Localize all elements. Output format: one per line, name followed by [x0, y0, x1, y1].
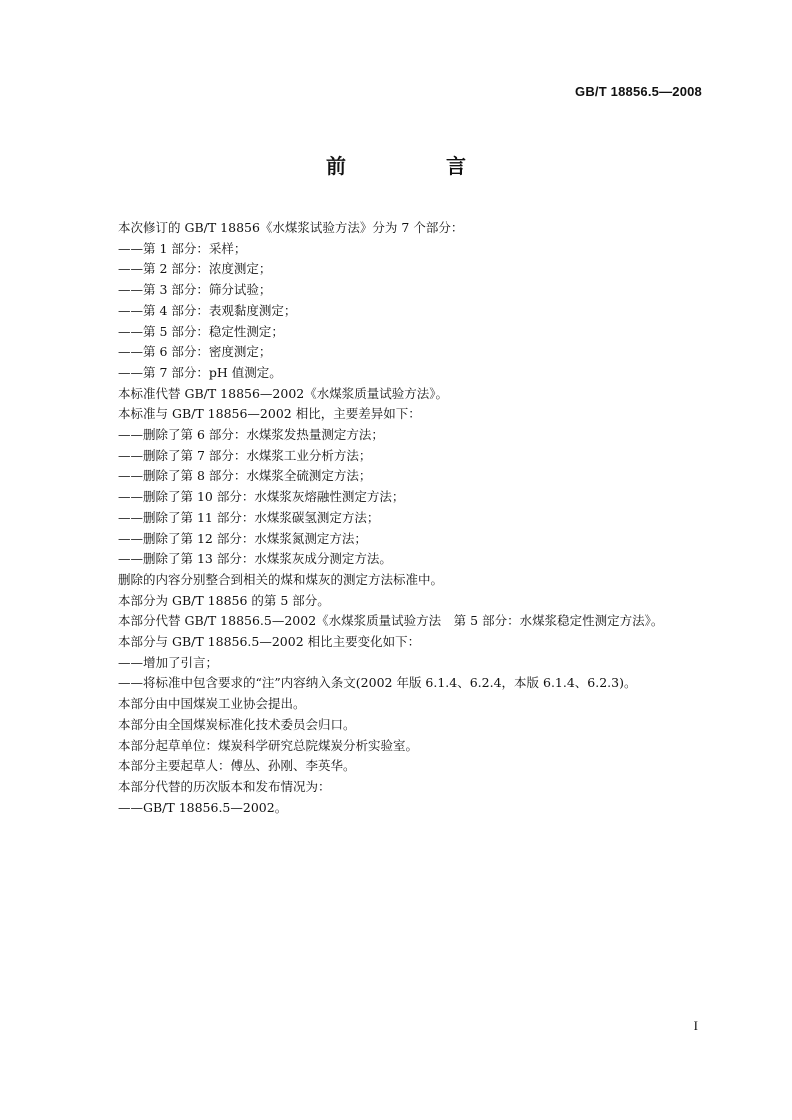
paragraph-line: 本部分由全国煤炭标准化技术委员会归口。	[118, 716, 356, 732]
list-item: ——第 3 部分：筛分试验；	[118, 282, 272, 298]
list-item: ——删除了第 7 部分：水煤浆工业分析方法；	[118, 447, 372, 463]
list-item: ——GB/T 18856.5—2002。	[118, 799, 288, 815]
page-number: I	[693, 1018, 698, 1033]
paragraph-line: 本部分主要起草人：傅丛、孙刚、李英华。	[118, 758, 356, 774]
paragraph-line: 本标准与 GB/T 18856—2002 相比，主要差异如下：	[118, 406, 421, 422]
list-item: ——增加了引言；	[118, 654, 219, 670]
standard-code: GB/T 18856.5—2008	[575, 84, 702, 99]
list-item: ——第 4 部分：表观黏度测定；	[118, 302, 297, 318]
list-item: ——删除了第 12 部分：水煤浆氮测定方法；	[118, 530, 367, 546]
paragraph-line: 本部分由中国煤炭工业协会提出。	[118, 696, 306, 712]
list-item: ——删除了第 6 部分：水煤浆发热量测定方法；	[118, 427, 384, 443]
paragraph-line: 本部分起草单位：煤炭科学研究总院煤炭分析实验室。	[118, 737, 419, 753]
list-item: ——将标准中包含要求的“注”内容纳入条文(2002 年版 6.1.4、6.2.4，本版 6.1.4、6.2.3)。	[118, 675, 637, 691]
list-item: ——删除了第 8 部分：水煤浆全硫测定方法；	[118, 468, 372, 484]
list-item: ——第 2 部分：浓度测定；	[118, 261, 272, 277]
paragraph-line: 删除的内容分别整合到相关的煤和煤灰的测定方法标准中。	[118, 571, 444, 587]
paragraph-line: 本部分代替 GB/T 18856.5—2002《水煤浆质量试验方法 第 5 部分：水煤浆稳定性测定方法》。	[118, 613, 664, 629]
page-title: 前 言	[326, 154, 506, 178]
list-item: ——第 7 部分：pH 值测定。	[118, 364, 282, 380]
list-item: ——第 1 部分：采样；	[118, 240, 247, 256]
list-item: ——删除了第 11 部分：水煤浆碳氢测定方法；	[118, 509, 380, 525]
list-item: ——第 5 部分：稳定性测定；	[118, 323, 284, 339]
list-item: ——第 6 部分：密度测定；	[118, 344, 272, 360]
paragraph-line: 本次修订的 GB/T 18856《水煤浆试验方法》分为 7 个部分：	[118, 220, 464, 235]
list-item: ——删除了第 10 部分：水煤浆灰熔融性测定方法；	[118, 489, 405, 505]
paragraph-line: 本标准代替 GB/T 18856—2002《水煤浆质量试验方法》。	[118, 385, 448, 401]
list-item: ——删除了第 13 部分：水煤浆灰成分测定方法。	[118, 551, 392, 567]
foreword-body	[118, 218, 718, 818]
paragraph-line: 本部分与 GB/T 18856.5—2002 相比主要变化如下：	[118, 634, 421, 650]
paragraph-line: 本部分为 GB/T 18856 的第 5 部分。	[118, 592, 330, 608]
paragraph-line: 本部分代替的历次版本和发布情况为：	[118, 778, 331, 794]
